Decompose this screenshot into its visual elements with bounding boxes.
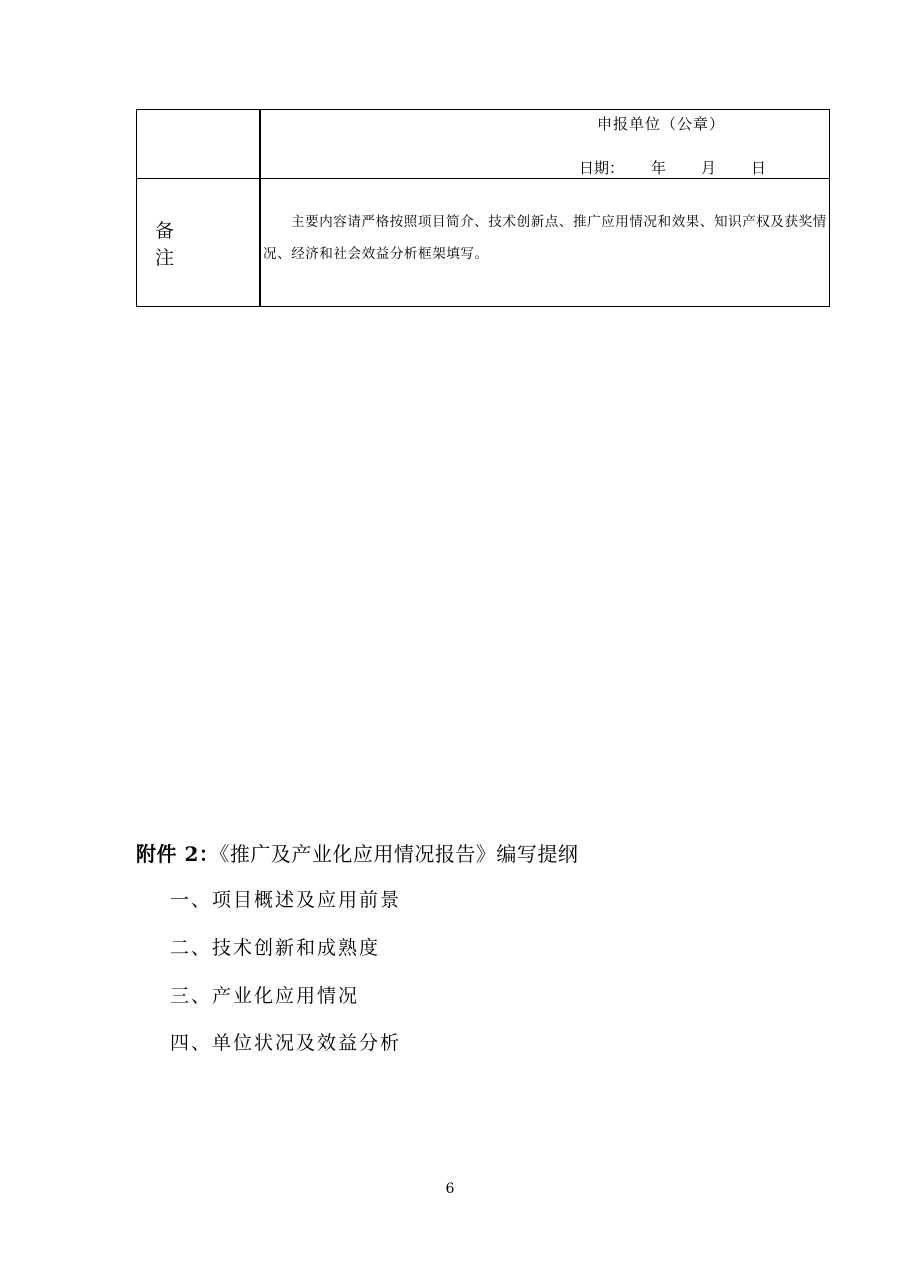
date-label: 日期： xyxy=(579,159,625,177)
remark-text: 主要内容请严格按照项目简介、技术创新点、推广应用情况和效果、知识产权及获奖情况、经济和社会效益分析框架填写。 xyxy=(263,214,827,262)
day-label: 日 xyxy=(751,159,767,177)
month-label: 月 xyxy=(701,159,717,177)
annex-prefix: 附件 2： xyxy=(136,842,220,866)
column-divider xyxy=(259,110,261,178)
form-table xyxy=(136,109,830,307)
annex-title: 《推广及产业化应用情况报告》编写提纲 xyxy=(219,842,579,866)
remark-row xyxy=(137,179,829,306)
outline-item: 四、单位状况及效益分析 xyxy=(170,1032,402,1054)
outline-item: 三、产业化应用情况 xyxy=(170,985,360,1007)
outline-item: 一、项目概述及应用前景 xyxy=(170,889,402,911)
outline-item: 二、技术创新和成熟度 xyxy=(170,937,381,959)
signature-row xyxy=(137,110,829,179)
applicant-seal-label: 申报单位（公章） xyxy=(597,115,726,133)
remark-heading: 备 注 xyxy=(155,219,195,269)
annex-heading xyxy=(136,838,578,867)
year-label: 年 xyxy=(651,159,667,177)
date-line xyxy=(579,157,766,178)
page-number: 6 xyxy=(445,1181,455,1197)
column-divider xyxy=(259,179,261,306)
